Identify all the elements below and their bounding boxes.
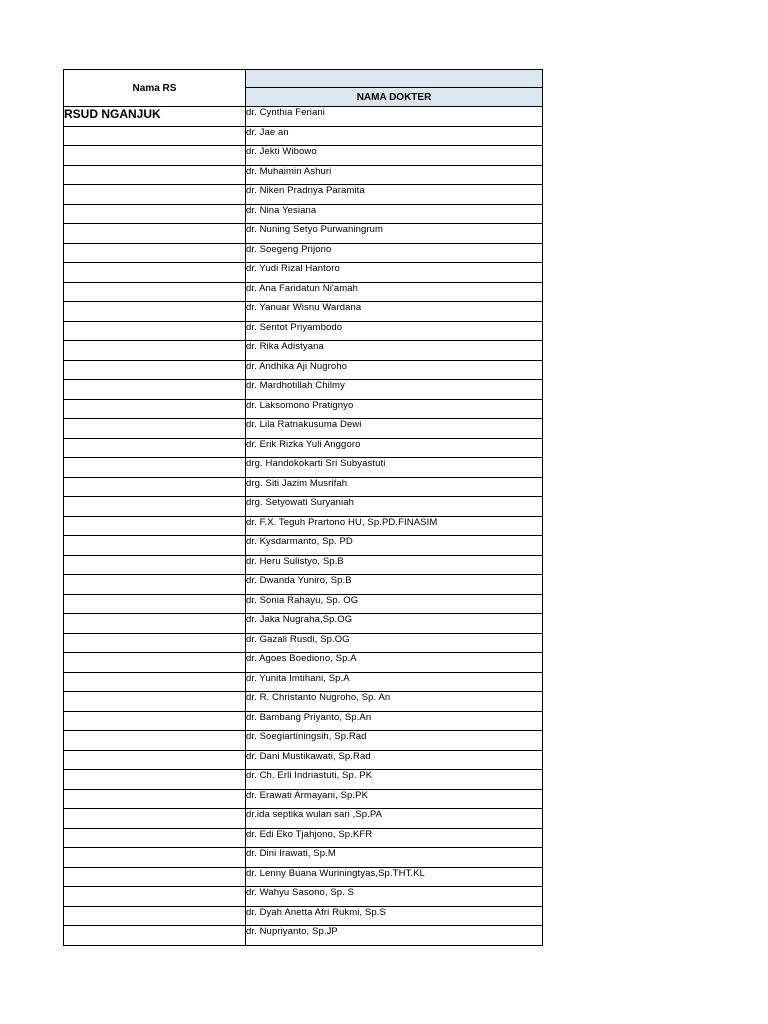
doctor-name-cell: dr. Rika Adistyana [246,341,543,361]
hospital-cell [64,185,246,205]
doctor-name-cell: dr. Dini Irawati, Sp.M [246,848,543,868]
doctor-name-cell: dr.ida septika wulan sari ,Sp.PA [246,809,543,829]
doctor-name-cell: dr. Ch. Erli Indriastuti, Sp. PK [246,770,543,790]
hospital-cell [64,263,246,283]
doctor-name-cell: dr. Cynthia Feriani [246,107,543,127]
doctor-name-cell: dr. Niken Pradnya Paramita [246,185,543,205]
doctor-name-cell: dr. F.X. Teguh Prartono HU, Sp.PD.FINASIM [246,516,543,536]
hospital-cell: RSUD NGANJUK [64,107,246,127]
table-row [64,380,543,400]
table-row [64,282,543,302]
hospital-cell [64,770,246,790]
doctor-name-cell: dr. Erik Rizka Yuli Anggoro [246,438,543,458]
table-row [64,750,543,770]
hospital-cell [64,653,246,673]
table-row [64,809,543,829]
table-row [64,497,543,517]
doctor-name-cell: dr. Nupriyanto, Sp.JP [246,926,543,946]
hospital-cell [64,692,246,712]
doctor-name-cell: dr. Kysdarmanto, Sp. PD [246,536,543,556]
hospital-cell [64,848,246,868]
hospital-cell [64,536,246,556]
hospital-cell [64,575,246,595]
doctor-name-cell: dr. Sentot Priyambodo [246,321,543,341]
doctor-name-cell: dr. Jekti Wibowo [246,146,543,166]
doctor-name-cell: drg. Setyowati Suryaniah [246,497,543,517]
doctor-name-cell: dr. Ana Faridatun Ni'amah [246,282,543,302]
hospital-cell [64,419,246,439]
hospital-cell [64,926,246,946]
table-row [64,614,543,634]
doctor-name-cell: dr. Dwanda Yuniro, Sp.B [246,575,543,595]
table-row [64,126,543,146]
hospital-cell [64,165,246,185]
table-row [64,594,543,614]
hospital-cell [64,672,246,692]
table-row [64,926,543,946]
hospital-cell [64,633,246,653]
hospital-cell [64,555,246,575]
table-row [64,146,543,166]
hospital-cell [64,809,246,829]
table-row [64,224,543,244]
doctor-name-cell: dr. Dani Mustikawati, Sp.Rad [246,750,543,770]
table-row [64,536,543,556]
doctor-name-cell: dr. Laksomono Pratignyo [246,399,543,419]
table-row [64,770,543,790]
hospital-cell [64,360,246,380]
header-blank-cell [246,70,543,88]
header-nama-rs: Nama RS [64,70,246,107]
doctor-name-cell: dr. R. Christanto Nugroho, Sp. An [246,692,543,712]
table-row [64,438,543,458]
hospital-cell [64,516,246,536]
hospital-cell [64,594,246,614]
doctor-name-cell: dr. Soegeng Prijono [246,243,543,263]
table-row [64,653,543,673]
table-row [64,165,543,185]
doctor-name-cell: dr. Sonia Rahayu, Sp. OG [246,594,543,614]
hospital-cell [64,399,246,419]
doctor-name-cell: dr. Erawati Armayani, Sp.PK [246,789,543,809]
table-row [64,692,543,712]
table-row [64,887,543,907]
doctor-table [63,69,543,946]
hospital-cell [64,750,246,770]
hospital-cell [64,711,246,731]
table-row [64,672,543,692]
doctor-name-cell: dr. Yudi Rizal Hantoro [246,263,543,283]
table-row [64,185,543,205]
hospital-cell [64,731,246,751]
hospital-cell [64,282,246,302]
table-row [64,321,543,341]
hospital-cell [64,789,246,809]
hospital-cell [64,497,246,517]
table-row [64,828,543,848]
table-row [64,516,543,536]
hospital-cell [64,146,246,166]
doctor-name-cell: dr. Bambang Priyanto, Sp.An [246,711,543,731]
table-row [64,477,543,497]
hospital-cell [64,477,246,497]
hospital-cell [64,224,246,244]
doctor-name-cell: dr. Yanuar Wisnu Wardana [246,302,543,322]
table-row [64,243,543,263]
doctor-name-cell: dr. Lenny Buana Wuriningtyas,Sp.THT.KL [246,867,543,887]
table-row [64,399,543,419]
doctor-name-cell: dr. Gazali Rusdi, Sp.OG [246,633,543,653]
hospital-cell [64,438,246,458]
doctor-name-cell: dr. Dyah Anetta Afri Rukmi, Sp.S [246,906,543,926]
doctor-name-cell: dr. Agoes Boediono, Sp.A [246,653,543,673]
table-row [64,789,543,809]
table-row [64,302,543,322]
hospital-cell [64,302,246,322]
table-row [64,360,543,380]
table-row [64,906,543,926]
table-row [64,263,543,283]
doctor-name-cell: dr. Heru Sulistyo, Sp.B [246,555,543,575]
table-row [64,731,543,751]
table-row [64,419,543,439]
table-row [64,555,543,575]
doctor-name-cell: drg. Siti Jazim Musrifah [246,477,543,497]
hospital-cell [64,867,246,887]
table-row [64,867,543,887]
hospital-cell [64,458,246,478]
hospital-cell [64,906,246,926]
doctor-name-cell: dr. Soegiartiningsih, Sp.Rad [246,731,543,751]
hospital-cell [64,341,246,361]
hospital-cell [64,887,246,907]
header-nama-dokter: NAMA DOKTER [246,88,543,107]
table-row [64,107,543,127]
hospital-cell [64,828,246,848]
doctor-name-cell: dr. Andhika Aji Nugroho [246,360,543,380]
doctor-name-cell: dr. Nina Yesiana [246,204,543,224]
doctor-name-cell: drg. Handokokarti Sri Subyastuti [246,458,543,478]
hospital-cell [64,204,246,224]
hospital-cell [64,243,246,263]
doctor-name-cell: dr. Lila Ratnakusuma Dewi [246,419,543,439]
table-row [64,458,543,478]
doctor-name-cell: dr. Jae an [246,126,543,146]
table-row [64,711,543,731]
doctor-name-cell: dr. Edi Eko Tjahjono, Sp.KFR [246,828,543,848]
header-row-top [64,70,543,88]
doctor-name-cell: dr. Mardhotillah Chilmy [246,380,543,400]
doctor-name-cell: dr. Wahyu Sasono, Sp. S [246,887,543,907]
hospital-cell [64,614,246,634]
hospital-cell [64,321,246,341]
table-row [64,341,543,361]
table-row [64,575,543,595]
doctor-name-cell: dr. Jaka Nugraha,Sp.OG [246,614,543,634]
table-row [64,633,543,653]
doctor-name-cell: dr. Yunita Imtihani, Sp.A [246,672,543,692]
doctor-name-cell: dr. Nuning Setyo Purwaningrum [246,224,543,244]
hospital-cell [64,380,246,400]
hospital-cell [64,126,246,146]
doctor-name-cell: dr. Muhaimin Ashuri [246,165,543,185]
table-row [64,848,543,868]
table-row [64,204,543,224]
